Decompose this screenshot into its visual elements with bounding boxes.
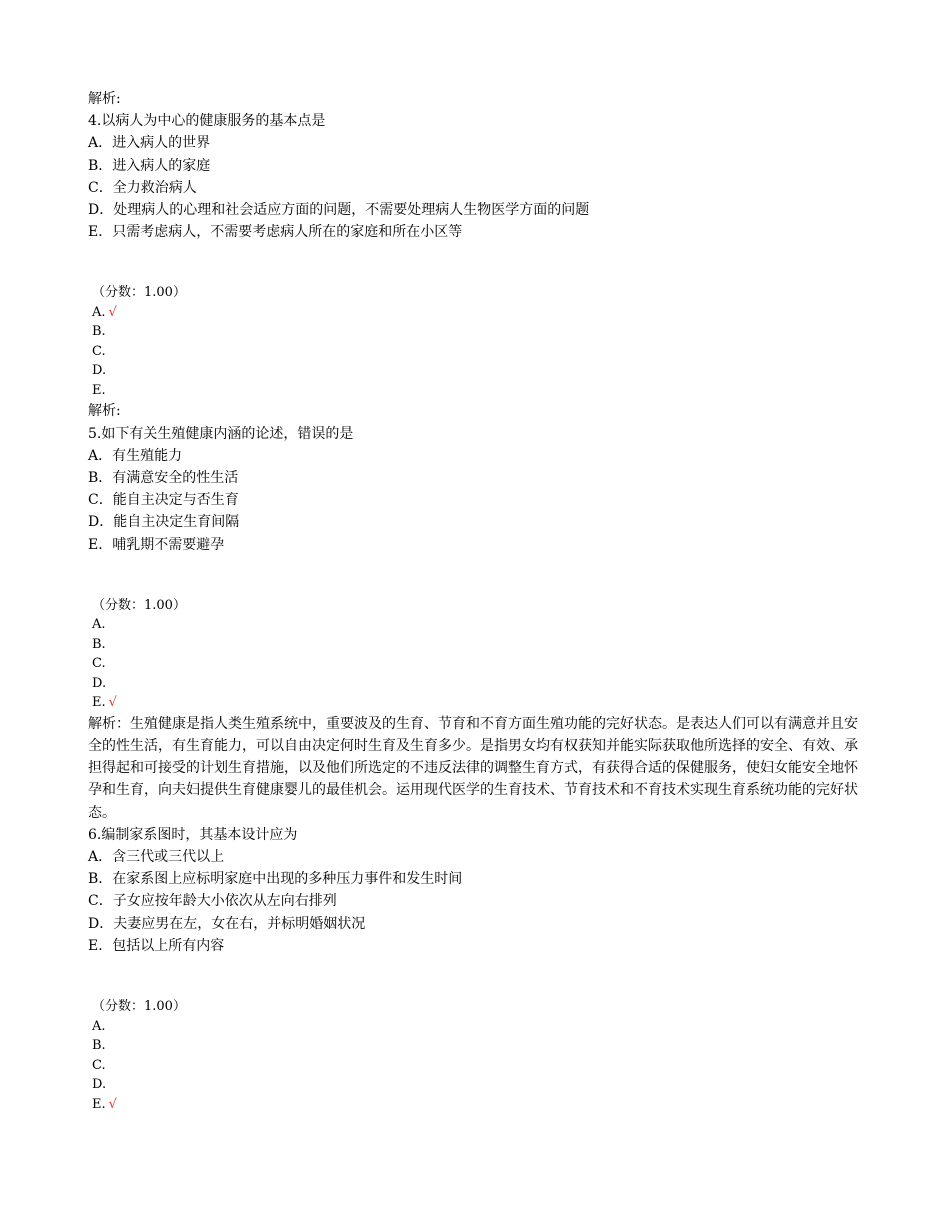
option-c: C．全力救治病人 [88,179,197,196]
analysis-text: 解析: [88,403,121,420]
score-label: （分数：1.00） [92,597,186,613]
option-e: E．只需考虑病人，不需要考虑病人所在的家庭和所在小区等 [88,224,463,241]
answer-a [88,1017,863,1037]
spacer [88,243,863,283]
answer-e [88,381,863,401]
answer-letter: C. [92,656,106,672]
check-mark-icon: √ [108,1096,117,1112]
question-6 [88,824,863,1114]
answer-letter: B. [92,1038,106,1054]
answer-b [88,635,863,655]
option-d: D．夫妻应男在左，女在右，并标明婚姻状况 [88,915,366,932]
answer-letter: A. [92,1018,106,1034]
answer-c [88,342,863,362]
question-stem: 4.以病人为中心的健康服务的基本点是 [88,113,326,130]
document-page [88,88,863,1114]
option-c: C．子女应按年龄大小依次从左向右排列 [88,893,337,910]
question-4 [88,110,863,422]
analysis-label: 解析: [88,91,121,107]
answer-c [88,1056,863,1076]
answer-letter: B. [92,636,106,652]
option-b: B．有满意安全的性生活 [88,470,239,487]
option-a: A．含三代或三代以上 [88,849,225,866]
answer-letter: E. [92,382,106,398]
answer-d [88,1075,863,1095]
check-mark-icon: √ [108,304,117,320]
question-5 [88,423,863,824]
score-label: （分数：1.00） [92,999,186,1015]
answer-b [88,322,863,342]
analysis-text: 解析：生殖健康是指人类生殖系统中，重要波及的生育、节育和不育方面生殖功能的完好状态。是表达人们可以有满意并且安全的性生活，有生育能力，可以自由决定何时生育及生育多少。是指男女均有权获知并能实际获取他所选择的安全、有效、承担得起和可接受的计划生育措施，以及他们所选定的不违反法律的调整生育方式，有获得合适的保健服务，使妇女能安全地怀孕和生育，向夫妇提供生育健康婴儿的最佳机会。运用现代医学的生育技术、节育技术和不育技术实现生育系统功能的完好状态。 [88,715,858,821]
answer-letter: C. [92,343,106,359]
option-a: A．有生殖能力 [88,447,183,464]
answer-letter: D. [92,675,107,691]
spacer [88,957,863,997]
option-d: D．处理病人的心理和社会适应方面的问题，不需要处理病人生物医学方面的问题 [88,202,590,219]
question-stem: 5.如下有关生殖健康内涵的论述，错误的是 [88,425,354,442]
answer-d [88,361,863,381]
answer-letter: C. [92,1057,106,1073]
answer-letter: E. [92,695,106,711]
answer-b [88,1036,863,1056]
answer-d [88,674,863,694]
answer-e [88,693,863,713]
spacer [88,556,863,596]
answer-letter: D. [92,1077,107,1093]
answer-letter: B. [92,324,106,340]
option-d: D．能自主决定生育间隔 [88,514,240,531]
check-mark-icon: √ [108,695,117,711]
score-label: （分数：1.00） [92,285,186,301]
option-e: E．哺乳期不需要避孕 [88,536,225,553]
answer-letter: E. [92,1096,106,1112]
answer-a [88,615,863,635]
option-a: A．进入病人的世界 [88,135,211,152]
option-e: E．包括以上所有内容 [88,937,225,954]
option-b: B．进入病人的家庭 [88,157,211,174]
answer-c [88,654,863,674]
question-stem: 6.编制家系图时，其基本设计应为 [88,826,298,843]
answer-a [88,303,863,323]
option-c: C．能自主决定与否生育 [88,492,239,509]
answer-letter: D. [92,363,107,379]
answer-letter: A. [92,617,106,633]
option-b: B．在家系图上应标明家庭中出现的多种压力事件和发生时间 [88,871,463,888]
answer-e [88,1095,863,1115]
answer-letter: A. [92,304,106,320]
